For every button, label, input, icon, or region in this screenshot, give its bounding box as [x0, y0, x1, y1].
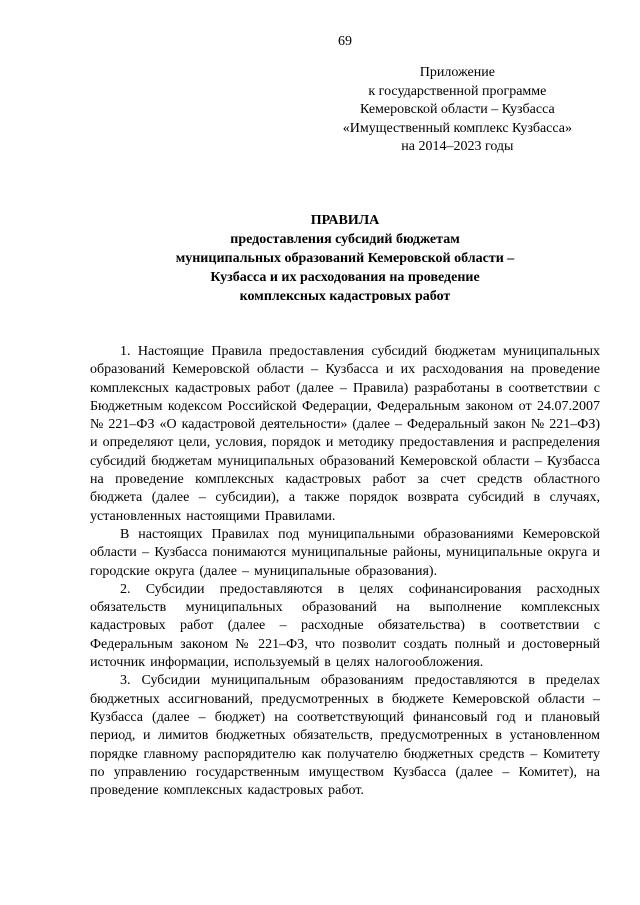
annex-line: Кемеровской области – Кузбасса	[360, 102, 555, 118]
document-body	[90, 343, 600, 800]
title-line: комплексных кадастровых работ	[239, 288, 451, 304]
annex-header	[343, 64, 572, 157]
paragraph-2: 2. Субсидии предоставляются в целях софинансирования расходных обязательств муниципальных образований на выполнение комплексных кадастровых работ (далее – расходные обязательства) в соответствии с Федеральным законом № 221–ФЗ, что позволит создать полный и достоверный источник информации, используемый в целях налогообложения.	[90, 581, 600, 671]
paragraph-1: 1. Настоящие Правила предоставления субсидий бюджетам муниципальных образований Кемеровской области – Кузбасса и их расходования на проведение комплексных кадастровых работ (далее – Правила) разработаны в соответствии с Бюджетным кодексом Российской Федерации, Федеральным законом от 24.07.2007 № 221–ФЗ «О кадастровой деятельности» (далее – Федеральный закон № 221–ФЗ) и определяют цели, условия, порядок и методику предоставления и распределения субсидий бюджетам муниципальных образований Кемеровской области – Кузбасса на проведение комплексных кадастровых работ за счет средств областного бюджета (далее – субсидии), а также порядок возврата субсидий в случаях, установленных настоящими Правилами.	[90, 343, 600, 524]
title-line: ПРАВИЛА	[310, 212, 380, 228]
annex-line: на 2014–2023 годы	[401, 139, 514, 155]
title-line: Кузбасса и их расходования на проведение	[210, 269, 480, 285]
paragraph-1a: В настоящих Правилах под муниципальными образованиями Кемеровской области – Кузбасса понимаются муниципальные районы, муниципальные округа и городские округа (далее – муниципальные образования).	[90, 526, 600, 579]
title-line: муниципальных образований Кемеровской области –	[175, 250, 515, 266]
title-line: предоставления субсидий бюджетам	[230, 231, 460, 247]
annex-line: Приложение	[419, 65, 495, 80]
annex-line: к государственной программе	[368, 83, 547, 99]
paragraph-3: 3. Субсидии муниципальным образованиям предоставляются в пределах бюджетных ассигнований, предусмотренных в бюджете Кемеровской области – Кузбасса (далее – бюджет) на соответствующий финансовый год и плановый период, и лимитов бюджетных обязательств, предусмотренных в установленном порядке главному распорядителю как получателю бюджетных средств – Комитету по управлению государственным имуществом Кузбасса (далее – Комитет), на проведение комплексных кадастровых работ.	[90, 673, 600, 799]
annex-line: «Имущественный комплекс Кузбасса»	[342, 120, 572, 136]
document-title	[90, 211, 600, 306]
page-number: 69	[338, 34, 352, 49]
